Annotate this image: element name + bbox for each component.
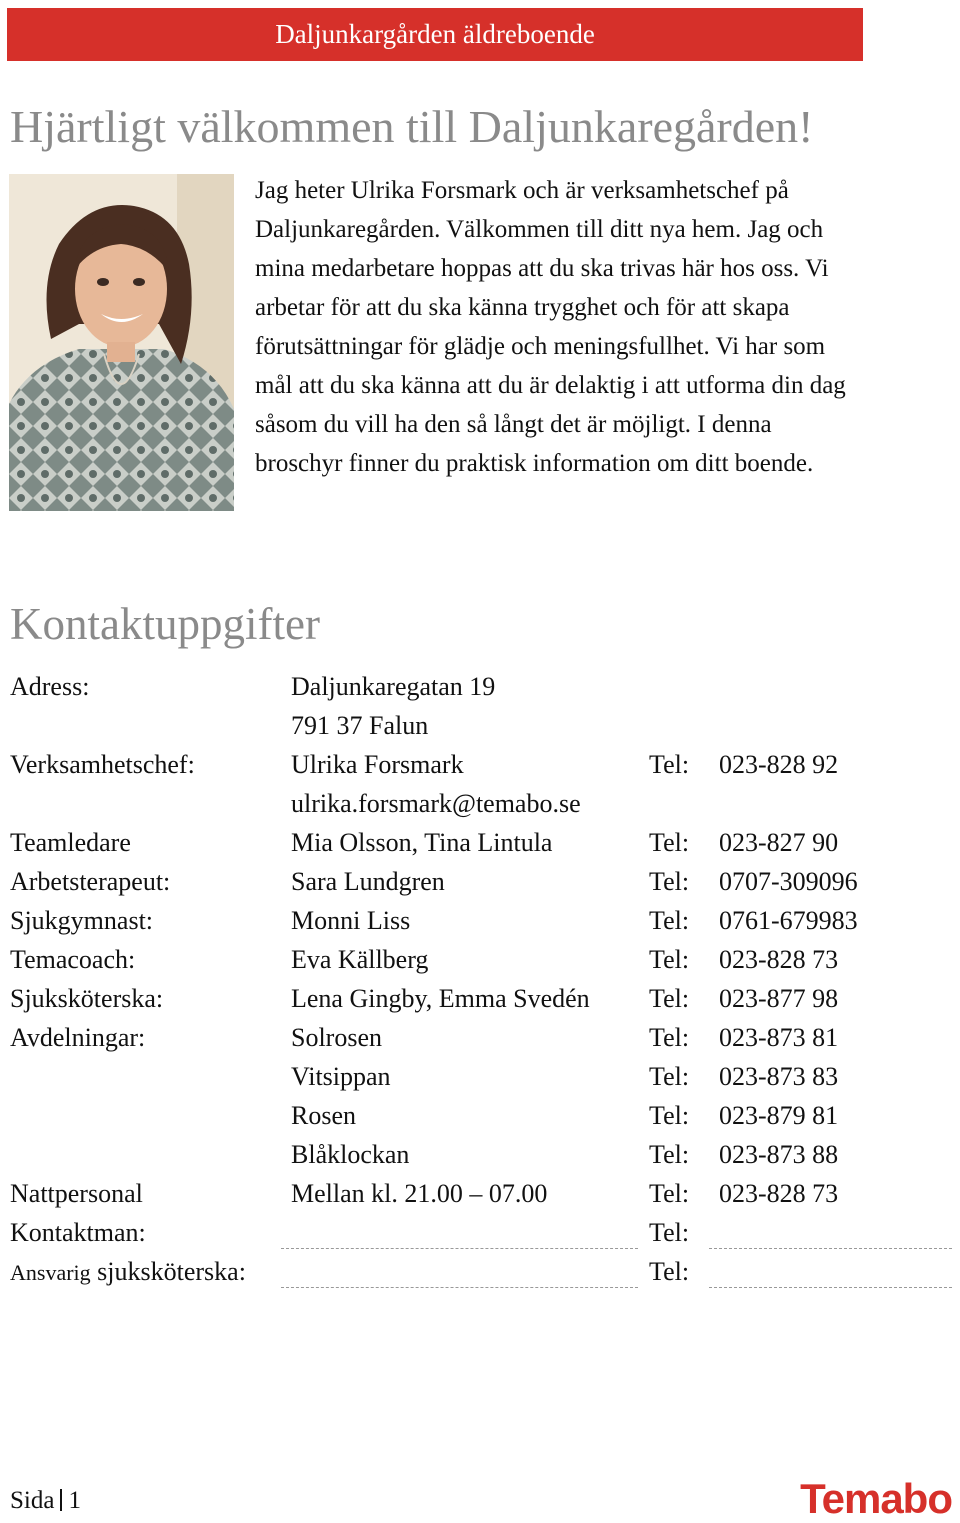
contact-row (0, 1018, 960, 1057)
page-number: 1 (68, 1487, 81, 1514)
page-indicator (10, 1487, 81, 1515)
contact-row (0, 901, 960, 940)
contact-label: Teamledare (10, 828, 131, 857)
contact-tel-label: Tel: (649, 1023, 690, 1052)
header-title: Daljunkargården äldreboende (275, 19, 595, 49)
contact-row (0, 667, 960, 706)
contact-label: Sjukgymnast: (10, 906, 154, 935)
kontaktman-label: Kontaktman: (10, 1218, 146, 1247)
contact-tel-label: Tel: (649, 945, 690, 974)
contact-phone: 023-873 81 (719, 1023, 839, 1052)
ansvarig-label-small: Ansvarig (10, 1260, 91, 1285)
contact-name: Daljunkaregatan 19 (291, 672, 496, 701)
contact-label: Verksamhetschef: (10, 750, 195, 779)
contact-name: 791 37 Falun (291, 711, 429, 740)
contact-row (0, 706, 960, 745)
ansvarig-row (0, 1252, 960, 1291)
contact-label: Avdelningar: (10, 1023, 146, 1052)
contact-tel-label: Tel: (649, 750, 690, 779)
contact-label: Arbetsterapeut: (10, 867, 171, 896)
contact-name: Lena Gingby, Emma Svedén (291, 984, 590, 1013)
contact-row (0, 1135, 960, 1174)
contact-label: Sjuksköterska: (10, 984, 164, 1013)
contact-phone: 023-828 73 (719, 945, 839, 974)
contact-phone: 023-873 83 (719, 1062, 839, 1091)
contact-row (0, 1096, 960, 1135)
contact-row (0, 862, 960, 901)
page-label: Sida (10, 1487, 55, 1514)
contact-tel-label: Tel: (649, 1179, 690, 1208)
contact-phone: 023-879 81 (719, 1101, 839, 1130)
contact-tel-label: Tel: (649, 984, 690, 1013)
contact-name: Monni Liss (291, 906, 411, 935)
contact-name: Vitsippan (291, 1062, 391, 1091)
temabo-logo: Temabo (800, 1475, 952, 1522)
contact-row (0, 1174, 960, 1213)
contact-tel-label: Tel: (649, 1101, 690, 1130)
contact-tel-label: Tel: (649, 1062, 690, 1091)
contact-name: Sara Lundgren (291, 867, 445, 896)
contact-row (0, 745, 960, 784)
contact-name: Blåklockan (291, 1140, 410, 1169)
kontaktman-name-blank[interactable] (281, 1248, 638, 1249)
contact-name: Ulrika Forsmark (291, 750, 464, 779)
welcome-heading: Hjärtligt välkommen till Daljunkaregården! (10, 101, 814, 152)
contact-label: Adress: (10, 672, 90, 701)
contact-phone: 023-873 88 (719, 1140, 839, 1169)
ansvarig-tel-label: Tel: (649, 1257, 690, 1286)
intro-paragraph: Jag heter Ulrika Forsmark och är verksamhetschef på Daljunkaregården. Välkommen till ditt nya hem. Jag och mina medarbetare hoppas att du ska trivas här hos oss. Vi arbetar för att du ska känna trygghet och för att skapa förutsättningar för glädje och meningsfullhet. Vi har som mål att du ska känna att du är delaktig i att utforma din dag såsom du vill ha den så långt det är möjligt. I denna broschyr finner du praktisk information om ditt boende. (255, 177, 846, 477)
contact-phone: 023-877 98 (719, 984, 839, 1013)
contact-phone: 023-827 90 (719, 828, 839, 857)
ansvarig-name-blank[interactable] (281, 1287, 638, 1288)
contact-label: Nattpersonal (10, 1179, 143, 1208)
contact-name: Mia Olsson, Tina Lintula (291, 828, 553, 857)
contact-row (0, 979, 960, 1018)
contact-name: Eva Källberg (291, 945, 429, 974)
contact-tel-label: Tel: (649, 828, 690, 857)
contact-phone: 0761-679983 (719, 906, 858, 935)
contact-row (0, 784, 960, 823)
contact-phone: 0707-309096 (719, 867, 858, 896)
contact-row (0, 940, 960, 979)
contact-name: Mellan kl. 21.00 – 07.00 (291, 1179, 548, 1208)
contact-email[interactable]: ulrika.forsmark@temabo.se (291, 789, 581, 818)
ansvarig-label (10, 1252, 246, 1292)
contact-phone: 023-828 92 (719, 750, 839, 779)
contact-name: Solrosen (291, 1023, 382, 1052)
kontaktman-tel-label: Tel: (649, 1218, 690, 1247)
contact-label: Temacoach: (10, 945, 136, 974)
page-separator (60, 1489, 62, 1511)
contacts-heading: Kontaktuppgifter (10, 599, 320, 649)
contact-phone: 023-828 73 (719, 1179, 839, 1208)
contact-row (0, 823, 960, 862)
contact-tel-label: Tel: (649, 1140, 690, 1169)
header-bar (7, 8, 863, 61)
portrait-photo (9, 174, 234, 511)
kontaktman-phone-blank[interactable] (709, 1248, 952, 1249)
contact-tel-label: Tel: (649, 867, 690, 896)
contact-tel-label: Tel: (649, 906, 690, 935)
contact-name: Rosen (291, 1101, 356, 1130)
contact-table (0, 667, 960, 1291)
ansvarig-label-rest: sjuksköterska: (90, 1257, 246, 1286)
contact-row (0, 1057, 960, 1096)
ansvarig-phone-blank[interactable] (709, 1287, 952, 1288)
kontaktman-row (0, 1213, 960, 1252)
